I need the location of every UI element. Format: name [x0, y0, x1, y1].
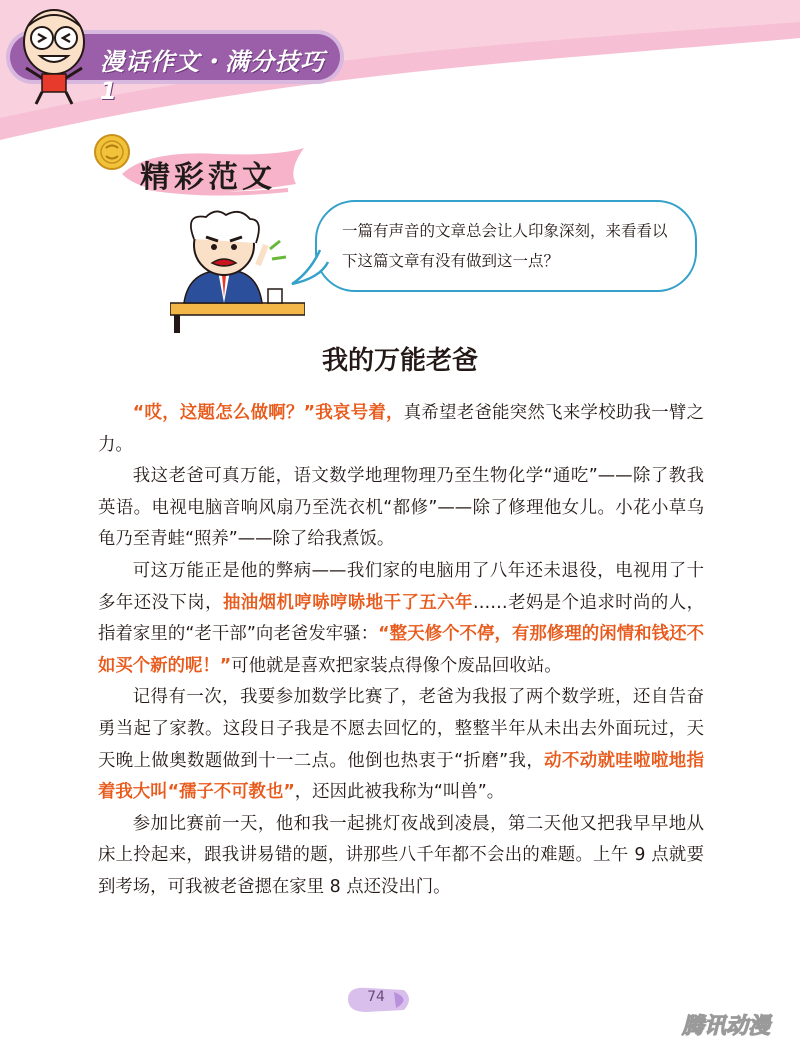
teacher-character-icon: [170, 205, 305, 335]
essay-text: 参加比赛前一天，他和我一起挑灯夜战到凌晨，第二天他又把我早早地从床上拎起来，跟我讲易错的题，讲那些八千年都不会出的难题。上午 9 点就要到考场，可我被老爸摁在家里 8 点还没出门。: [98, 813, 704, 897]
essay-paragraph: [98, 398, 704, 461]
svg-text:腾讯动漫: 腾讯动漫: [681, 1014, 771, 1039]
speech-bubble-tail: [290, 248, 330, 288]
essay-paragraph: [98, 461, 704, 556]
essay-highlight: 动不动就哇啦啦地指着我大叫“孺子不可教也”: [98, 750, 704, 803]
page-number: 74: [367, 989, 385, 1005]
essay-highlight: “整天修个不停，有那修理的闲情和钱还不如买个新的呢！”: [98, 624, 704, 676]
watermark: [663, 1008, 789, 1042]
essay-highlight: “哎，这题怎么做啊？”我哀号着，: [132, 403, 404, 423]
essay-body: [98, 398, 704, 904]
section-title: 精彩范文: [140, 160, 276, 195]
essay-text: 记得有一次，我要参加数学比赛了，老爸为我报了两个数学班，还自告奋勇当起了家教。这段日子我是不愿去回忆的，整整半年从未出去外面玩过，天天晚上做奥数题做到十一二点。他倒也热衷于“折磨”我，: [98, 687, 704, 771]
essay-text: 我这老爸可真万能，语文数学地理物理乃至生物化学“通吃”——除了教我英语。电视电脑音响风扇乃至洗衣机“都修”——除了修理他女儿。小花小草乌龟乃至青蛙“照养”——除了给我煮饭。: [98, 466, 704, 550]
essay-paragraph: [98, 556, 704, 682]
essay-text: 可这万能正是他的弊病——我们家的电脑用了八年还未退役，电视用了十多年还没下岗，: [98, 560, 704, 613]
essay-text: 真希望老爸能突然飞来学校助我一臂之力。: [98, 403, 704, 455]
essay-text: ……老妈是个追求时尚的人，指着家里的“老干部”向老爸发牢骚：: [98, 592, 704, 645]
essay-paragraph: [98, 682, 704, 808]
essay-title: 我的万能老爸: [321, 346, 478, 376]
cartoon-boy-icon: [14, 4, 94, 108]
essay-highlight: 抽油烟机哼哧哼哧地干了五六年: [222, 592, 473, 613]
coin-icon: [92, 132, 132, 172]
essay-text: 可他就是喜欢把家装点得像个废品回收站。: [231, 655, 562, 676]
essay-paragraph: [98, 809, 704, 904]
speech-bubble-text: 一篇有声音的文章总会让人印象深刻，来看看以下这篇文章有没有做到这一点？: [342, 222, 668, 270]
header-title: 漫话作文・满分技巧1: [100, 48, 325, 105]
essay-text: ，还因此被我称为“叫兽”。: [294, 782, 505, 803]
